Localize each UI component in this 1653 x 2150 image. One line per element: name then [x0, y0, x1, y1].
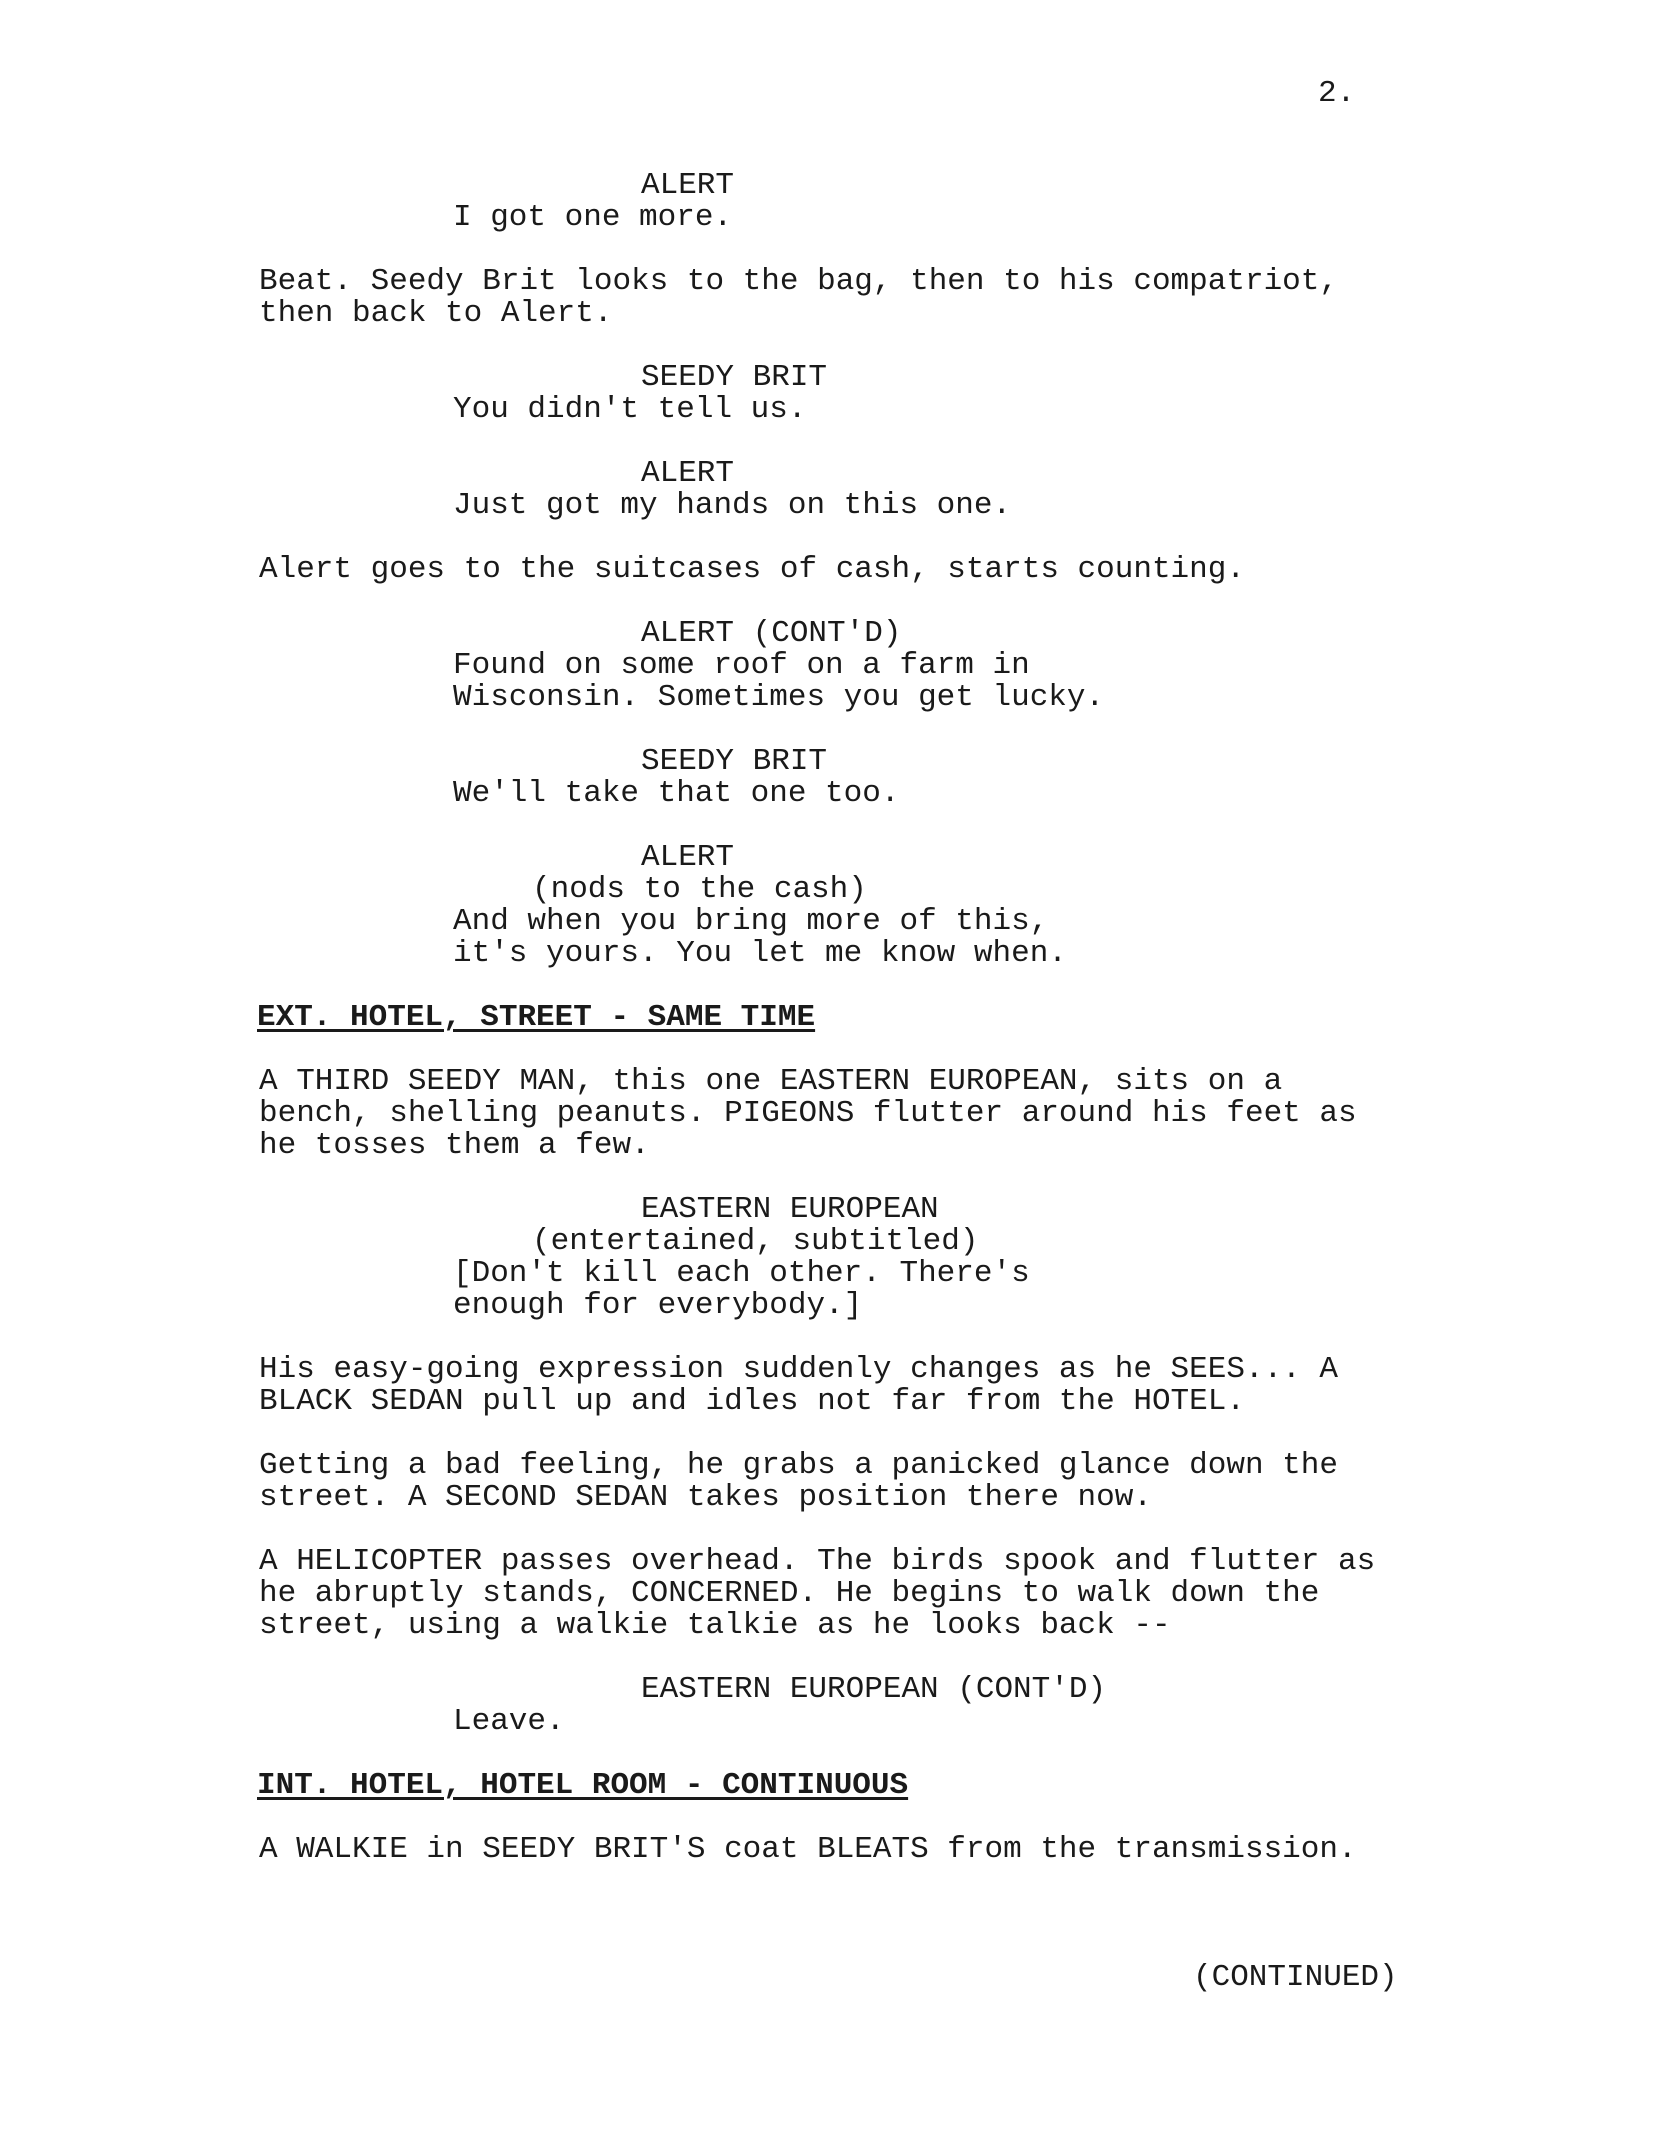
- action-line: then back to Alert.: [259, 296, 613, 331]
- scene-heading: EXT. HOTEL, STREET - SAME TIME: [257, 1000, 816, 1035]
- dialogue-line: I got one more.: [453, 200, 733, 235]
- dialogue-line: [Don't kill each other. There's: [453, 1256, 1030, 1291]
- dialogue-line: Just got my hands on this one.: [453, 488, 1012, 523]
- action-line: he tosses them a few.: [259, 1128, 650, 1163]
- action-line: A THIRD SEEDY MAN, this one EASTERN EUROPEAN, sits on a: [259, 1064, 1283, 1099]
- dialogue-line: enough for everybody.]: [453, 1288, 863, 1323]
- action-line: Getting a bad feeling, he grabs a panicked glance down the: [259, 1448, 1338, 1483]
- character-cue: EASTERN EUROPEAN: [641, 1192, 939, 1227]
- action-line: he abruptly stands, CONCERNED. He begins to walk down the: [259, 1576, 1320, 1611]
- action-line: Alert goes to the suitcases of cash, starts counting.: [259, 552, 1245, 587]
- action-line: bench, shelling peanuts. PIGEONS flutter around his feet as: [259, 1096, 1357, 1131]
- dialogue-line: We'll take that one too.: [453, 776, 900, 811]
- dialogue-line: Wisconsin. Sometimes you get lucky.: [453, 680, 1105, 715]
- character-cue: ALERT: [641, 168, 735, 203]
- dialogue-line: And when you bring more of this,: [453, 904, 1049, 939]
- parenthetical: (entertained, subtitled): [532, 1224, 979, 1259]
- continued-marker: (CONTINUED): [1193, 1960, 1398, 1995]
- page-number: 2.: [1318, 76, 1356, 111]
- character-cue: EASTERN EUROPEAN (CONT'D): [641, 1672, 1107, 1707]
- parenthetical: (nods to the cash): [532, 872, 867, 907]
- action-line: street. A SECOND SEDAN takes position there now.: [259, 1480, 1152, 1515]
- action-line: A HELICOPTER passes overhead. The birds spook and flutter as: [259, 1544, 1376, 1579]
- action-line: His easy-going expression suddenly changes as he SEES... A: [259, 1352, 1338, 1387]
- dialogue-line: it's yours. You let me know when.: [453, 936, 1067, 971]
- dialogue-line: Leave.: [453, 1704, 565, 1739]
- dialogue-line: Found on some roof on a farm in: [453, 648, 1030, 683]
- action-line: A WALKIE in SEEDY BRIT'S coat BLEATS from the transmission.: [259, 1832, 1357, 1867]
- scene-heading: INT. HOTEL, HOTEL ROOM - CONTINUOUS: [257, 1768, 909, 1803]
- action-line: Beat. Seedy Brit looks to the bag, then to his compatriot,: [259, 264, 1338, 299]
- character-cue: ALERT: [641, 840, 735, 875]
- action-line: street, using a walkie talkie as he looks back --: [259, 1608, 1171, 1643]
- action-line: BLACK SEDAN pull up and idles not far from the HOTEL.: [259, 1384, 1245, 1419]
- dialogue-line: You didn't tell us.: [453, 392, 807, 427]
- character-cue: ALERT (CONT'D): [641, 616, 902, 651]
- character-cue: ALERT: [641, 456, 735, 491]
- character-cue: SEEDY BRIT: [641, 360, 828, 395]
- character-cue: SEEDY BRIT: [641, 744, 828, 779]
